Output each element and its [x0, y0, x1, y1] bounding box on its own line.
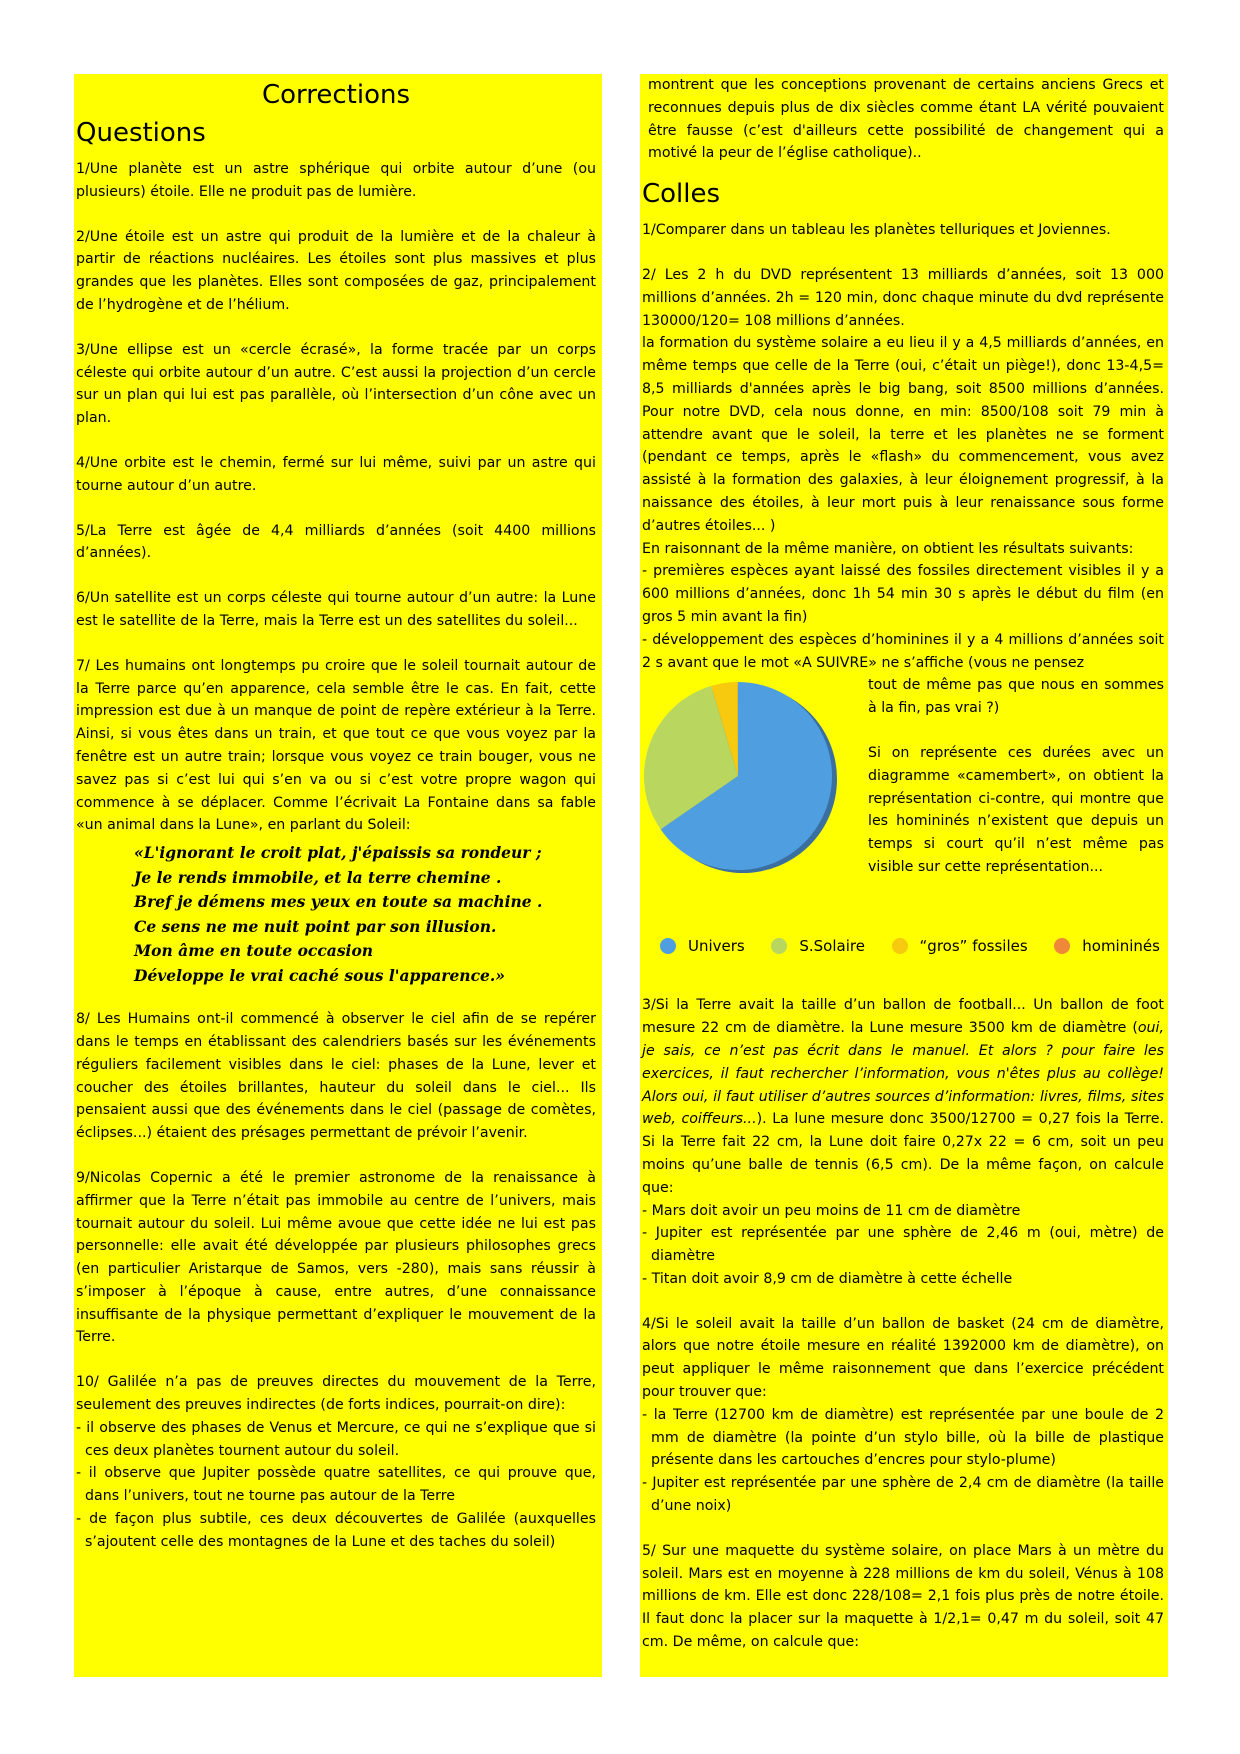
pie-chart: [642, 676, 852, 876]
answer-3: 3/Une ellipse est un «cercle écrasé», la forme tracée par un corps céleste qui orbite autour d’un autre. C’est aussi la projection d’un cercle sur un plan qui lui est pas parallèle, où l’intersection d’un cône avec un plan.: [76, 341, 596, 427]
poem-line: Développe le vrai caché sous l'apparence.»: [134, 965, 505, 985]
legend-item: [660, 936, 745, 956]
colle-2-intro: 2/ Les 2 h du DVD représentent 13 milliards d’années, soit 13 000 millions d’années. 2h = 120 min, donc chaque minute du dvd représente 130000/120= 108 millions d’années.: [642, 266, 1164, 329]
pie-text-continuation: tout de même pas que nous en sommes à la fin, pas vrai ?): [868, 677, 1164, 717]
right-column: [640, 74, 1168, 1677]
questions-heading: Questions: [76, 118, 206, 148]
list-item: - premières espèces ayant laissé des fossiles directement visibles il y a 600 millions d’années, donc 1h 54 min 30 s après le début du film (en gros 5 min avant la fin): [642, 563, 1164, 625]
answer-10-continuation: montrent que les conceptions provenant de certains anciens Grecs et reconnues depuis plus de dix siècles comme étant LA vérité pouvaient être fausse (c’est d'ailleurs cette possibilité de changement qui a motivé la peur de l’église catholique)..: [648, 77, 1164, 162]
colles-heading: Colles: [642, 179, 721, 210]
pie-legend: [660, 936, 1160, 956]
legend-item: [771, 936, 865, 956]
legend-swatch-univers: [660, 938, 676, 954]
legend-label: homininés: [1082, 937, 1160, 956]
answer-1: 1/Une planète est un astre sphérique qui orbite autour d’une (ou plusieurs) étoile. Elle ne produit pas de lumière.: [76, 161, 596, 200]
answer-6: 6/Un satellite est un corps céleste qui tourne autour d’un autre: la Lune est le satellite de la Terre, mais la Terre est un des satellites du soleil...: [76, 590, 596, 629]
list-item: - il observe que Jupiter possède quatre satellites, ce qui prouve que, dans l’univers, tout ne tourne pas autour de la Terre: [76, 1465, 596, 1505]
legend-swatch-homininés: [1054, 938, 1070, 954]
list-item: - Mars doit avoir un peu moins de 11 cm de diamètre: [642, 1202, 1021, 1219]
list-item: - développement des espèces d’hominines il y a 4 millions d’années soit 2 s avant que le mot «A SUIVRE» ne s’affiche (vous ne pensez: [642, 631, 1164, 671]
pie-text-explanation: Si on représente ces durées avec un diagramme «camembert», on obtient la représentation ci-contre, qui montre que les homininés n’existent que depuis un temps si court qu’il n’est même pas visible sur cette représentation...: [868, 744, 1164, 875]
pie-chart-block: [642, 674, 1164, 994]
answer-7: 7/ Les humains ont longtemps pu croire que le soleil tournait autour de la Terre parce qu’en apparence, cela semble être le cas. En fait, cette impression est due à un manque de point de repère extérieur à la Terre. Ainsi, si vous êtes dans un train, et que tout ce que vous voyez par la fenêtre est un autre train; lorsque vous voyez ce train bouger, vous ne savez pas si c’est lui qui s’en va ou si c’est votre propre wagon qui commence à se déplacer. Comme l’écrivait La Fontaine dans sa fable «un animal dans la Lune», en parlant du Soleil:: [76, 657, 596, 834]
poem-line: Je le rends immobile, et la terre chemine .: [134, 867, 502, 887]
colle-2-reasoning: En raisonnant de la même manière, on obtient les résultats suivants:: [642, 540, 1134, 557]
answer-4: 4/Une orbite est le chemin, fermé sur lui même, suivi par un astre qui tourne autour d’un autre.: [76, 454, 596, 494]
la-fontaine-quote: [134, 841, 596, 988]
poem-line: Mon âme en toute occasion: [134, 941, 374, 961]
answer-8: 8/ Les Humains ont-il commencé à observer le ciel afin de se repérer dans le temps en établissant des calendriers basés sur les événements réguliers facilement visibles dans le ciel: phases de la Lune, lever et coucher des étoiles brillantes, hauteur du soleil dans le ciel... Ils pensaient aussi que des événements dans le ciel (passage de comètes, éclipses...) étaient des présages permettant de prévoir l’avenir.: [76, 1011, 596, 1142]
poem-line: Bref je démens mes yeux en toute sa machine .: [134, 892, 543, 912]
legend-label: S.Solaire: [799, 937, 865, 956]
pie-side-text: [868, 674, 1164, 878]
legend-label: “gros” fossiles: [919, 937, 1028, 956]
legend-label: Univers: [688, 937, 745, 956]
colle-1: 1/Comparer dans un tableau les planètes telluriques et Joviennes.: [642, 222, 1111, 239]
list-item: - la Terre (12700 km de diamètre) est représentée par une boule de 2 mm de diamètre (la pointe d’un stylo bille, où la bille de plastique présente dans les cartouches d’encres pour stylo-plume): [642, 1406, 1164, 1469]
answer-10-list: [76, 1417, 596, 1554]
colle-4: 4/Si le soleil avait la taille d’un ballon de basket (24 cm de diamètre, alors que notre étoile mesure en réalité 1392000 km de diamètre), on peut appliquer le même raisonnement que dans l’exercice précédent pour trouver que:: [642, 1315, 1164, 1401]
colle-2-solar-system: la formation du système solaire a eu lieu il y a 4,5 milliards d’années, en même temps que celle de la Terre (oui, c’était un piège!), donc 13-4,5= 8,5 milliards d'années après le big bang, soit 8500 millions d’années. Pour notre DVD, cela nous donne, en min: 8500/108 soit 79 min à attendre avant que le soleil, la terre et les planètes ne se forment (pendant ce temps, après le «flash» du commencement, vous avez assisté à la formation des galaxies, à leur éloignement progressif, à la naissance des étoiles, à leur mort puis à leur renaissance sous forme d’autres étoiles... ): [642, 335, 1164, 534]
list-item: - Jupiter est représentée par une sphère de 2,46 m (oui, mètre) de diamètre: [642, 1225, 1164, 1265]
legend-item: [1054, 936, 1160, 956]
legend-item: [892, 936, 1028, 956]
legend-swatch-fossiles: [892, 938, 908, 954]
legend-swatch-solaire: [771, 938, 787, 954]
page-title: Corrections: [261, 80, 411, 110]
colle-3: [642, 994, 1164, 1199]
list-item: - Titan doit avoir 8,9 cm de diamètre à cette échelle: [642, 1270, 1013, 1287]
colle-5: 5/ Sur une maquette du système solaire, on place Mars à un mètre du soleil. Mars est en moyenne à 228 millions de km du soleil, Vénus à 108 millions de km. Elle est donc 228/108= 2,1 fois plus près de notre étoile. Il faut donc la placer sur la maquette à 1/2,1= 0,47 m du soleil, soit 47 cm. De même, on calcule que:: [642, 1542, 1164, 1651]
answer-2: 2/Une étoile est un astre qui produit de la lumière et de la chaleur à partir de réactions nucléaires. Les étoiles sont plus massives et plus grandes que les planètes. Elles sont composées de gaz, principalement de l’hydrogène et de l’hélium.: [76, 228, 596, 313]
colle-3-text-end: ). La lune mesure donc 3500/12700 = 0,27 fois la Terre. Si la Terre fait 22 cm, la Lune doit faire 0,27x 22 = 6 cm, soit un peu moins qu’une balle de tennis (6,5 cm). De la même façon, on calcule que:: [642, 1111, 1164, 1196]
colle-3-list: [642, 1200, 1164, 1291]
answer-9: 9/Nicolas Copernic a été le premier astronome de la renaissance à affirmer que la Terre n’était pas immobile au centre de l’univers, mais tournait autour du soleil. Lui même avoue que cette idée ne lui est pas personnelle: elle avait été développée par plusieurs philosophes grecs (en particulier Aristarque de Samos, vers -280), mais sans réussir à s’imposer à l’époque à cause, entre autres, d’une connaissance insuffisante de la physique permettant d’expliquer le mouvement de la Terre.: [76, 1169, 596, 1346]
colle-4-list: [642, 1404, 1164, 1518]
list-item: - il observe des phases de Venus et Mercure, ce qui ne s’explique que si ces deux planètes tournent autour du soleil.: [76, 1419, 596, 1459]
list-item: - Jupiter est représentée par une sphère de 2,4 cm de diamètre (la taille d’une noix): [642, 1475, 1164, 1515]
colle-3-italic-aside: oui, je sais, ce n’est pas écrit dans le manuel. Et alors ? pour faire les exercices, il faut rechercher l’information, vous n'êtes plus au collège! Alors oui, il faut utiliser d’autres sources d’information: livres, films, sites web, coiffeurs...: [642, 1020, 1164, 1128]
poem-line: Ce sens ne me nuit point par son illusion.: [134, 916, 497, 936]
answer-5: 5/La Terre est âgée de 4,4 milliards d’années (soit 4400 millions d’années).: [76, 522, 596, 562]
colle-3-text: 3/Si la Terre avait la taille d’un ballon de football... Un ballon de foot mesure 22 cm de diamètre. la Lune mesure 3500 km de diamètre (: [642, 997, 1164, 1037]
poem-line: «L'ignorant le croit plat, j'épaissis sa rondeur ;: [134, 843, 542, 863]
answer-10: 10/ Galilée n’a pas de preuves directes du mouvement de la Terre, seulement des preuves indirectes (de forts indices, pourrait-on dire):: [76, 1374, 596, 1414]
list-item: - de façon plus subtile, ces deux découvertes de Galilée (auxquelles s’ajoutent celle des montagnes de la Lune et des taches du soleil): [76, 1511, 596, 1550]
left-column: [74, 74, 602, 1677]
